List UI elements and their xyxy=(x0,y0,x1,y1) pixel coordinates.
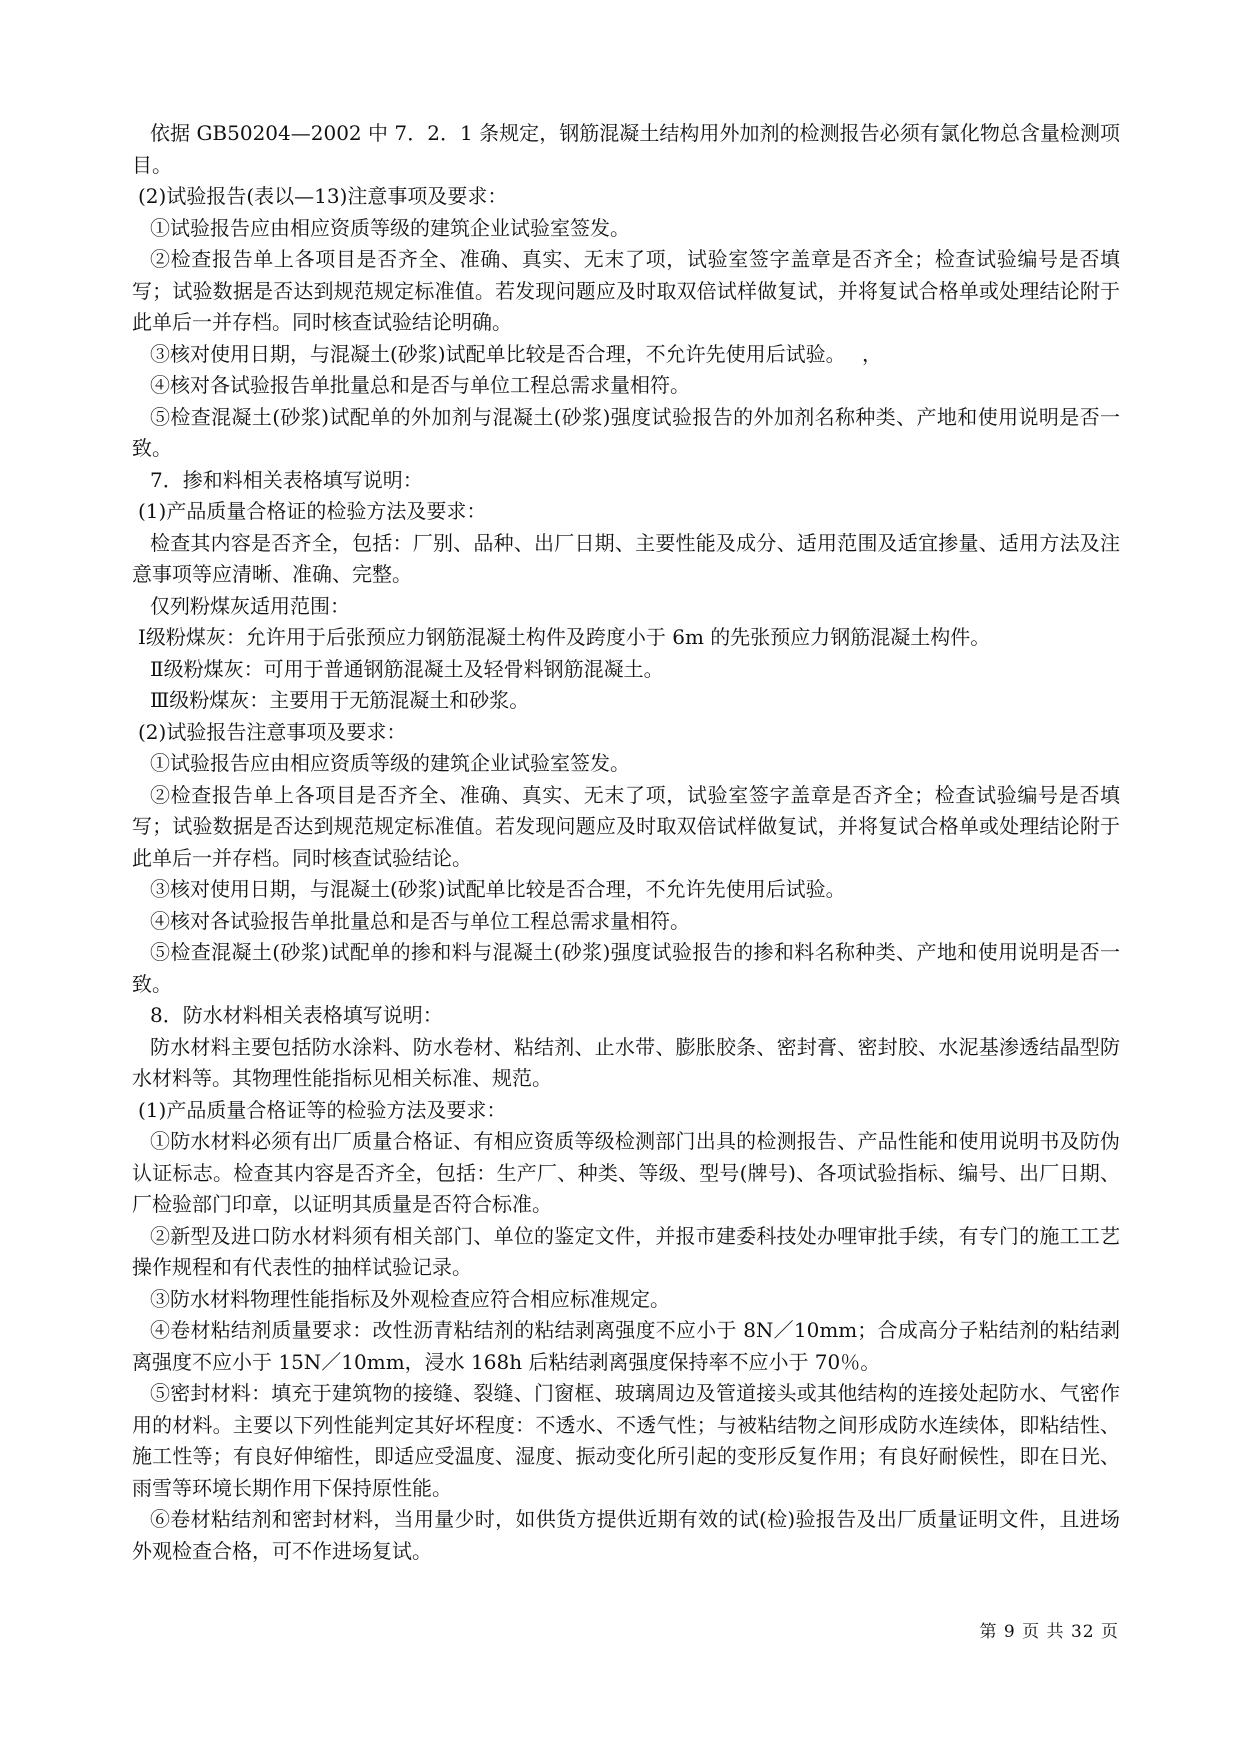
paragraph: ②新型及进口防水材料须有相关部门、单位的鉴定文件，并报市建委科技处办哩审批手续，有专门的施工工艺操作规程和有代表性的抽样试验记录。 xyxy=(132,1223,1120,1279)
paragraph: 仅列粉煤灰适用范围： xyxy=(150,593,350,618)
paragraph: (1)产品质量合格证等的检验方法及要求： xyxy=(138,1097,507,1122)
paragraph: 防水材料主要包括防水涂料、防水卷材、粘结剂、止水带、膨胀胶条、密封膏、密封胶、水泥基渗透结晶型防水材料等。其物理性能指标见相关标准、规范。 xyxy=(132,1034,1120,1090)
paragraph: ③防水材料物理性能指标及外观检查应符合相应标准规定。 xyxy=(150,1286,670,1311)
paragraph: (2)试验报告(表以—13)注意事项及要求： xyxy=(138,184,508,208)
section-heading: 8．防水材料相关表格填写说明： xyxy=(150,1003,443,1027)
paragraph: ⑥卷材粘结剂和密封材料，当用量少时，如供货方提供近期有效的试(检)验报告及出厂质量证明文件，且进场外观检查合格，可不作进场复试。 xyxy=(132,1507,1120,1563)
paragraph: ①试验报告应由相应资质等级的建筑企业试验室签发。 xyxy=(150,751,630,775)
section-heading: 7．掺和料相关表格填写说明： xyxy=(150,467,423,492)
paragraph: Ⅲ级粉煤灰：主要用于无筋混凝土和砂浆。 xyxy=(150,688,530,712)
document-body xyxy=(132,118,1120,1567)
paragraph: (2)试验报告注意事项及要求： xyxy=(138,719,407,744)
paragraph: ⑤密封材料：填充于建筑物的接缝、裂缝、门窗框、玻璃周边及管道接头或其他结构的连接处起防水、气密作用的材料。主要以下列性能判定其好坏程度：不透水、不透气性；与被粘结物之间形成防水连续体，即粘结性、施工性等；有良好伸缩性，即适应受温度、湿度、振动变化所引起的变形反复作用；有良好耐候性，即在日光、雨雪等环境长期作用下保持原性能。 xyxy=(132,1381,1120,1500)
paragraph: ①试验报告应由相应资质等级的建筑企业试验室签发。 xyxy=(150,215,630,240)
paragraph: ④卷材粘结剂质量要求：改性沥青粘结剂的粘结剥离强度不应小于 8N／10mm；合成高分子粘结剂的粘结剥离强度不应小于 15N／10mm，浸水 168h 后粘结剥离强度保持率不应小于 70％。 xyxy=(132,1318,1120,1374)
paragraph: 依据 GB50204—2002 中 7．2．1 条规定，钢筋混凝土结构用外加剂的检测报告必须有氯化物总含量检测项目。 xyxy=(132,121,1120,177)
paragraph: ⑤检查混凝土(砂浆)试配单的掺和料与混凝土(砂浆)强度试验报告的掺和料名称种类、产地和使用说明是否一致。 xyxy=(132,940,1120,996)
paragraph: ③核对使用日期，与混凝土(砂浆)试配单比较是否合理，不允许先使用后试验。 xyxy=(150,877,846,901)
paragraph: ①防水材料必须有出厂质量合格证、有相应资质等级检测部门出具的检测报告、产品性能和使用说明书及防伪认证标志。检查其内容是否齐全，包括：生产厂、种类、等级、型号(牌号)、各项试验指标、编号、出厂日期、厂检验部门印章，以证明其质量是否符合标准。 xyxy=(132,1129,1120,1216)
paragraph: ⑤检查混凝土(砂浆)试配单的外加剂与混凝土(砂浆)强度试验报告的外加剂名称种类、产地和使用说明是否一致。 xyxy=(132,404,1120,460)
paragraph: ④核对各试验报告单批量总和是否与单位工程总需求量相符。 xyxy=(150,373,690,397)
paragraph: ③核对使用日期，与混凝土(砂浆)试配单比较是否合理，不允许先使用后试验。 ， xyxy=(150,341,882,366)
page-number-footer: 第 9 页 共 32 页 xyxy=(979,1622,1119,1642)
paragraph: Ⅰ级粉煤灰：允许用于后张预应力钢筋混凝土构件及跨度小于 6m 的先张预应力钢筋混凝土构件。 xyxy=(138,625,991,649)
paragraph: Ⅱ级粉煤灰：可用于普通钢筋混凝土及轻骨料钢筋混凝土。 xyxy=(150,656,664,681)
paragraph: ②检查报告单上各项目是否齐全、准确、真实、无末了项，试验室签字盖章是否齐全；检查试验编号是否填写；试验数据是否达到规范规定标准值。若发现问题应及时取双倍试样做复试，并将复试合格单或处理结论附于此单后一并存档。同时核查试验结论。 xyxy=(132,782,1120,870)
paragraph: (1)产品质量合格证的检验方法及要求： xyxy=(138,499,487,523)
paragraph: ④核对各试验报告单批量总和是否与单位工程总需求量相符。 xyxy=(150,908,690,933)
paragraph: 检查其内容是否齐全，包括：厂别、品种、出厂日期、主要性能及成分、适用范围及适宜掺量、适用方法及注意事项等应清晰、准确、完整。 xyxy=(132,530,1120,586)
paragraph: ②检查报告单上各项目是否齐全、准确、真实、无末了项，试验室签字盖章是否齐全；检查试验编号是否填写；试验数据是否达到规范规定标准值。若发现问题应及时取双倍试样做复试，并将复试合格单或处理结论附于此单后一并存档。同时核查试验结论明确。 xyxy=(132,247,1120,334)
